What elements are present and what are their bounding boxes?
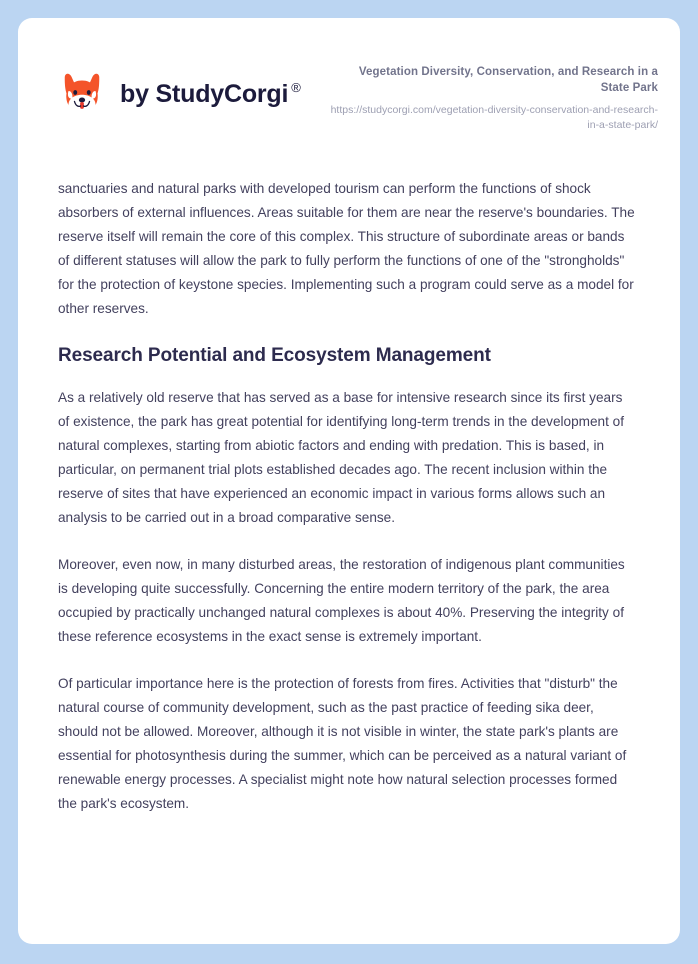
paragraph: Of particular importance here is the protection of forests from fires. Activities that "disturb" the natural course of community development, such as the past practice of feeding sika deer, should not be allowed. Moreover, although it is not visible in winter, the state park's plants are essential for photosynthesis during the summer, which can be perceived as a natural variant of renewable energy processes. A specialist might note how natural selection processes formed the park's ecosystem.	[58, 675, 627, 811]
paragraph: Moreover, even now, in many disturbed areas, the restoration of indigenous plant communities is developing quite successfully. Concerning the entire modern territory of the park, the area occupied by practically unchanged natural complexes is about 40%. Preserving the integrity of these reference ecosystems in the exact sense is extremely important.	[58, 556, 625, 644]
document-header	[18, 18, 680, 133]
paragraph: sanctuaries and natural parks with developed tourism can perform the functions of shock absorbers of external influences. Areas suitable for them are near the reserve's boundaries. The reserve itself will remain the core of this complex. This structure of subordinate areas or bands of different statuses will allow the park to fully perform the functions of one of the "strongholds" for the protection of keystone species. Implementing such a program could serve as a model for other reserves.	[58, 181, 635, 317]
brand-wordmark	[120, 80, 301, 109]
document-title: Vegetation Diversity, Conservation, and Research in a State Park	[358, 66, 658, 95]
corgi-face-icon	[58, 70, 106, 118]
source-url[interactable]: https://studycorgi.com/vegetation-diversity-conservation-and-research-in-a-state-park/	[330, 103, 658, 131]
document-page	[18, 18, 680, 944]
paragraph: As a relatively old reserve that has served as a base for intensive research since its first years of existence, the park has great potential for identifying long-term trends in the development of natural complexes, starting from abiotic factors and ending with predation. This is based, in particular, on permanent trial plots established decades ago. The recent inclusion within the reserve of sites that have experienced an economic impact in various forms allows such an analysis to be carried out in a broad comparative sense.	[58, 389, 624, 525]
brand-logo	[58, 62, 301, 118]
section-heading: Research Potential and Ecosystem Management	[58, 345, 491, 367]
document-content	[18, 177, 680, 816]
header-meta	[328, 62, 658, 133]
brand-wordmark-text: by StudyCorgi	[120, 79, 289, 108]
registered-trademark-icon: ®	[291, 80, 301, 96]
